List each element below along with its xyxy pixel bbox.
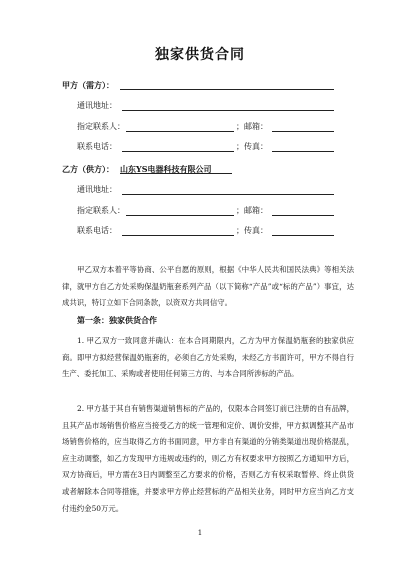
party-b-contact-field[interactable] — [126, 206, 234, 216]
party-b-email-label: ；邮箱： — [236, 206, 268, 215]
page-number: 1 — [197, 529, 203, 537]
party-a-fax-field[interactable] — [272, 142, 334, 152]
party-b-fax-field[interactable] — [272, 226, 334, 236]
party-a-address-field[interactable] — [122, 101, 334, 111]
party-a-email-field[interactable] — [272, 122, 334, 132]
party-b-address-field[interactable] — [122, 185, 334, 195]
party-a-email-label: ；邮箱： — [236, 122, 268, 131]
party-a-fax-label: ；传真： — [236, 142, 268, 151]
party-b-phone-label: 联系电话： — [77, 226, 117, 235]
intro-paragraph: 甲乙双方本着平等协商、公平自愿的原则，根据《中华人民共和国民法典》等相关法律，就甲方自乙方处采购保温奶瓶套系列产品（以下简称“产品”或“标的产品”）事宜，达成共识，特订立如下合同条款，以资双方共同信守。 — [62, 265, 354, 308]
document-title: 独家供货合同 — [155, 47, 245, 63]
party-b-address-label: 通讯地址： — [77, 185, 117, 194]
party-b-name: 山东YS电器科技有限公司 — [120, 164, 212, 174]
party-a-contact-field[interactable] — [126, 122, 234, 132]
party-b-contact-label: 指定联系人： — [77, 206, 125, 215]
section-1-heading: 第一条：独家供货合作 — [77, 315, 157, 325]
party-b-heading: 乙方（供方）： — [62, 164, 114, 174]
party-a-phone-field[interactable] — [122, 142, 234, 152]
party-a-heading: 甲方（需方）： — [62, 80, 114, 90]
party-a-address-label: 通讯地址： — [77, 101, 117, 110]
party-b-email-field[interactable] — [272, 206, 334, 216]
party-a-name-field[interactable] — [120, 80, 334, 90]
party-b-fax-label: ；传真： — [236, 226, 268, 235]
party-b-name-underline — [120, 164, 232, 174]
party-b-phone-field[interactable] — [122, 226, 234, 236]
party-a-contact-label: 指定联系人： — [77, 122, 125, 131]
section-1-clause-2: 2. 甲方基于其自有销售渠道销售标的产品的，仅限本合同签订前已注册的自有品牌，且其产品市场销售价格应当接受乙方的统一管理和定价、调价安排，甲方拟调整其产品市场销售价格的，应当取得乙方的书面同意，甲方非自有渠道的分销类渠道出现价格混乱，应主动调整，如乙方发现甲方违规或违约的，则乙方有权要求甲方按照乙方通知甲方后，双方协商后，甲方需在3日内调整至乙方要求的价格，否则乙方有权采取暂停、终止供货或者解除本合同等措施，并要求甲方停止经营标的产品相关业务，同时甲方应当向乙方支付违约金50万元。 — [62, 404, 354, 513]
section-1-clause-1: 1. 甲乙双方一致同意并确认：在本合同期限内，乙方为甲方保温奶瓶套的独家供应商。即甲方拟经营保温奶瓶套的，必须自乙方处采购，未经乙方书面许可，甲方不得自行生产、委托加工、采购或者使用任何第三方的、与本合同所涉标的产品。 — [62, 336, 354, 379]
party-a-phone-label: 联系电话： — [77, 142, 117, 151]
